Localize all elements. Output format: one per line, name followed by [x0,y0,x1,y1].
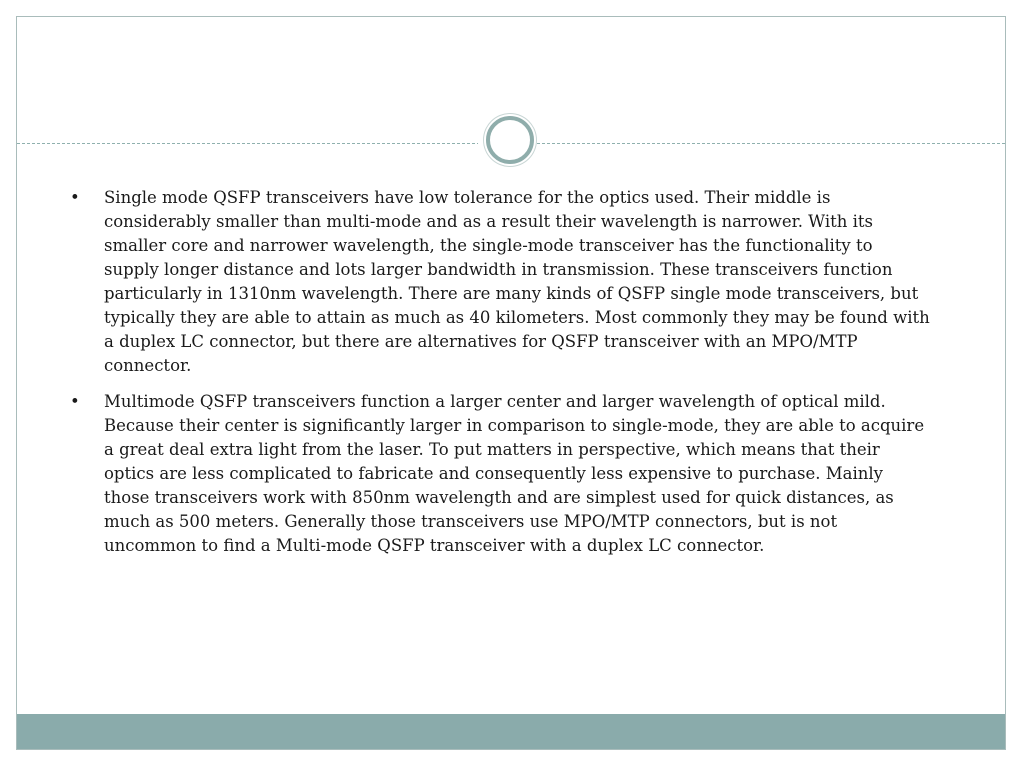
slide-content [70,186,930,570]
footer-bar [17,714,1005,749]
bullet-icon: • [70,392,80,411]
circle-ornament-icon [486,116,534,164]
bullet-item-single-mode [70,186,930,378]
bullet-text: Multimode QSFP transceivers function a larger center and larger wavelength of optical mild. Because their center is significantly larger in comparison to single-mode, they are able to acquire a great deal extra light from the laser. To put matters in perspective, which means that their optics are less complicated to fabricate and consequently less expensive to purchase. Mainly those transceivers work with 850nm wavelength and are simplest used for quick distances, as much as 500 meters. Generally those transceivers use MPO/MTP connectors, but is not uncommon to find a Multi-mode QSFP transceiver with a duplex LC connector. [104,392,925,555]
bullet-item-multimode [70,390,930,558]
bullet-text: Single mode QSFP transceivers have low tolerance for the optics used. Their middle is considerably smaller than multi-mode and as a result their wavelength is narrower. With its smaller core and narrower wavelength, the single-mode transceiver has the functionality to supply longer distance and lots larger bandwidth in transmission. These transceivers function particularly in 1310nm wavelength. There are many kinds of QSFP single mode transceivers, but typically they are able to attain as much as 40 kilometers. Most commonly they may be found with a duplex LC connector, but there are alternatives for QSFP transceiver with an MPO/MTP connector. [104,188,930,375]
bullet-icon: • [70,188,80,207]
